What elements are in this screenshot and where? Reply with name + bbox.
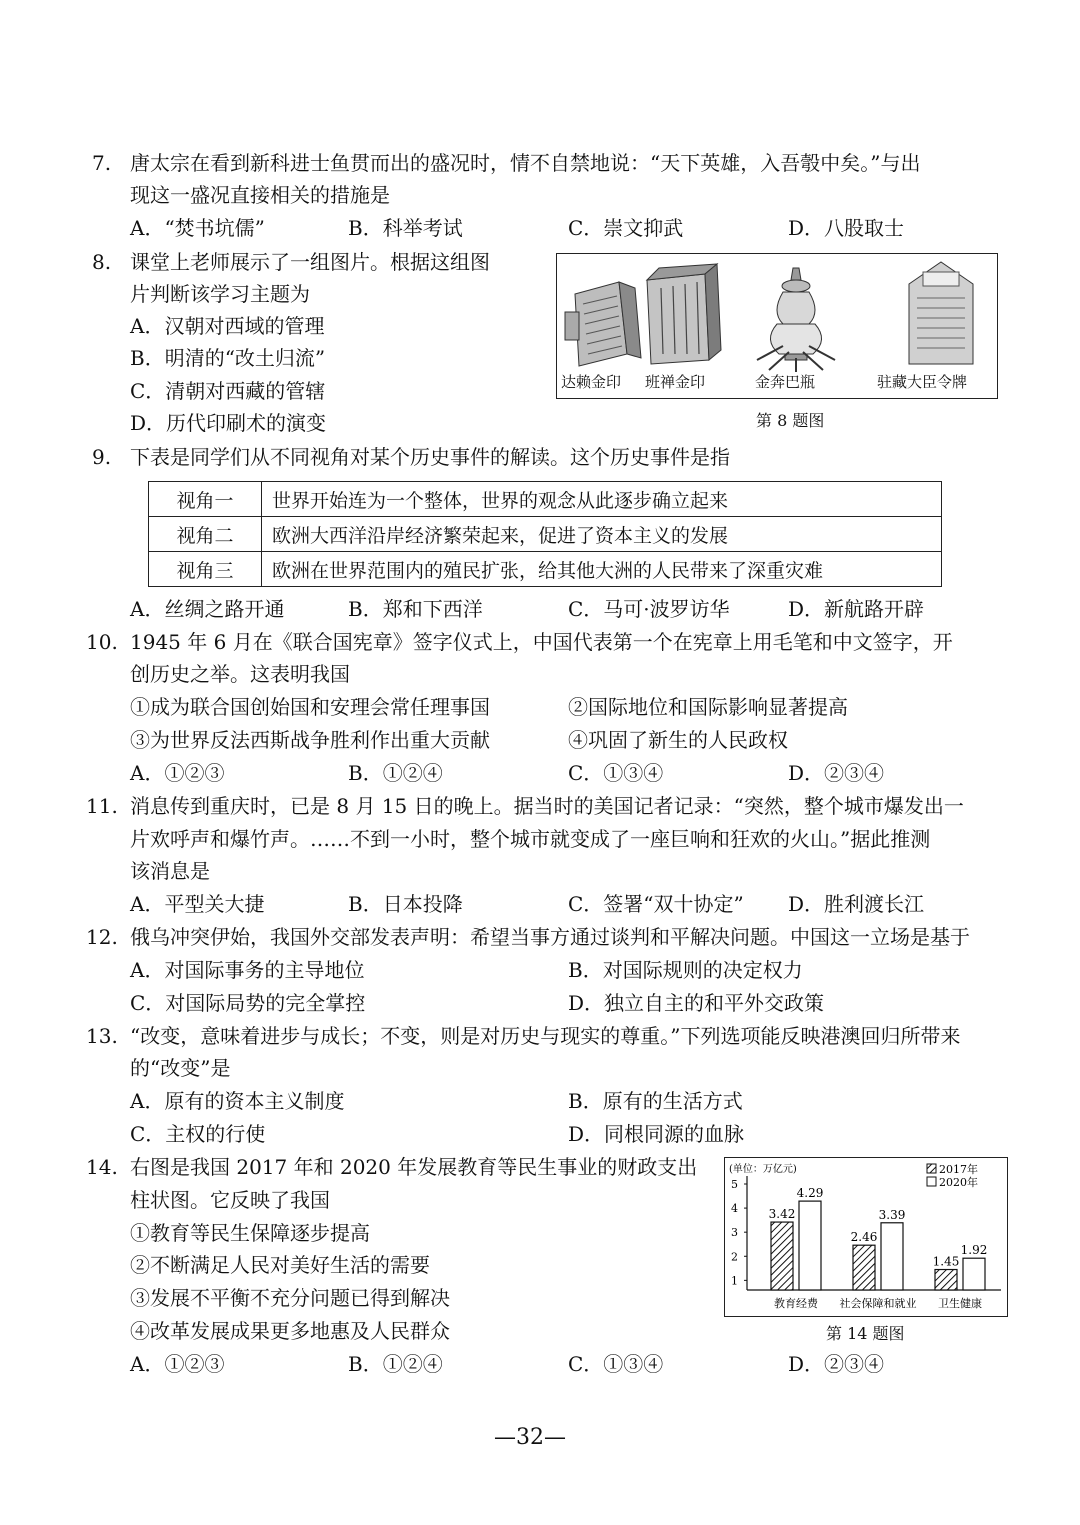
panchen-seal-image [647, 264, 721, 364]
q8-figure-title: 第 8 题图 [756, 411, 825, 430]
q7-option-c: C．崇文抑武 [568, 216, 684, 240]
table-cell: 欧洲在世界范围内的殖民扩张，给其他大洲的人民带来了深重灾难 [262, 552, 942, 587]
q7-stem-line1: 唐太宗在看到新科进士鱼贯而出的盛况时，情不自禁地说：“天下英雄，入吾彀中矣。”与出 [130, 151, 921, 175]
q13-stem-line1: “改变，意味着进步与成长；不变，则是对历史与现实的尊重。”下列选项能反映港澳回归所带来 [130, 1024, 961, 1048]
q14-option-c: C．①③④ [568, 1352, 664, 1376]
q13-number: 13. [86, 1024, 118, 1048]
chart-data-label: 4.29 [796, 1186, 824, 1201]
q10-stem-line1: 1945 年 6 月在《联合国宪章》签字仪式上，中国代表第一个在宪章上用毛笔和中文签字，开 [130, 630, 953, 654]
q10-number: 10. [86, 630, 118, 654]
q8-caption-urn: 金奔巴瓶 [755, 373, 816, 391]
q10-option-b: B．①②④ [348, 761, 443, 785]
chart-legend-label: 2017年 [939, 1163, 978, 1176]
q8-option-d: D．历代印刷术的演变 [130, 411, 327, 435]
chart-legend-swatch [927, 1164, 936, 1173]
chart-category-label: 教育经费 [774, 1297, 818, 1310]
q14-item-3: ③发展不平衡不充分问题已得到解决 [130, 1286, 450, 1310]
q8-caption-dalai: 达赖金印 [561, 373, 622, 391]
q9-stem-line1: 下表是同学们从不同视角对某个历史事件的解读。这个历史事件是指 [130, 445, 730, 469]
chart-data-label: 2.46 [850, 1230, 878, 1245]
q11-option-a: A．平型关大捷 [130, 892, 265, 916]
chart-bar [771, 1222, 793, 1290]
q7-stem-line2: 现这一盛况直接相关的措施是 [130, 183, 390, 207]
q14-chart [724, 1157, 1008, 1317]
q14-item-2: ②不断满足人民对美好生活的需要 [130, 1253, 430, 1277]
q8-number: 8. [92, 250, 112, 274]
table-head-cell: 视角一 [149, 482, 262, 517]
table-head-cell: 视角二 [149, 517, 262, 552]
q8-stem-line2: 片判断该学习主题为 [130, 282, 310, 306]
q13-option-d: D．同根同源的血脉 [568, 1122, 745, 1146]
q10-item-3: ③为世界反法西斯战争胜利作出重大贡献 [130, 728, 490, 752]
q12-stem-line1: 俄乌冲突伊始，我国外交部发表声明：希望当事方通过谈判和平解决问题。中国这一立场是基于 [130, 925, 970, 949]
table-cell: 欧洲大西洋沿岸经济繁荣起来，促进了资本主义的发展 [262, 517, 942, 552]
q14-option-a: A．①②③ [130, 1352, 225, 1376]
q14-item-4: ④改革发展成果更多地惠及人民群众 [130, 1319, 450, 1343]
chart-unit-label: (单位：万亿元) [729, 1164, 797, 1175]
q14-figure-title: 第 14 题图 [826, 1324, 905, 1343]
q9-option-c: C．马可·波罗访华 [568, 597, 730, 621]
q14-number: 14. [86, 1155, 118, 1179]
q8-option-b: B．明清的“改土归流” [130, 346, 326, 370]
q11-option-b: B．日本投降 [348, 892, 463, 916]
chart-legend-swatch [927, 1177, 936, 1186]
chart-data-label: 1.45 [932, 1254, 960, 1269]
q12-option-b: B．对国际规则的决定权力 [568, 958, 803, 982]
q7-number: 7. [92, 151, 112, 175]
page-number: —32— [494, 1425, 566, 1450]
q8-stem-line1: 课堂上老师展示了一组图片。根据这组图 [130, 250, 490, 274]
chart-bar [799, 1201, 821, 1290]
chart-category-label: 社会保障和就业 [839, 1297, 917, 1310]
q10-item-1: ①成为联合国创始国和安理会常任理事国 [130, 695, 490, 719]
q8-caption-token: 驻藏大臣令牌 [877, 373, 968, 391]
q12-option-c: C．对国际局势的完全掌控 [130, 991, 366, 1015]
q13-option-a: A．原有的资本主义制度 [130, 1089, 345, 1113]
q13-option-b: B．原有的生活方式 [568, 1089, 743, 1113]
q14-stem-line2: 柱状图。它反映了我国 [130, 1188, 330, 1212]
q7-option-d: D．八股取士 [788, 216, 905, 240]
q13-option-c: C．主权的行使 [130, 1122, 266, 1146]
q9-number: 9. [92, 445, 112, 469]
q10-item-4: ④巩固了新生的人民政权 [568, 728, 788, 752]
q9-table [148, 481, 942, 587]
table-row [149, 482, 942, 517]
q12-option-a: A．对国际事务的主导地位 [130, 958, 365, 982]
q11-stem-line1: 消息传到重庆时，已是 8 月 15 日的晚上。据当时的美国记者记录：“突然，整个城市爆发出一 [130, 794, 964, 818]
q9-option-d: D．新航路开辟 [788, 597, 925, 621]
chart-legend-label: 2020年 [939, 1176, 978, 1189]
q7-option-b: B．科举考试 [348, 216, 463, 240]
q12-option-d: D．独立自主的和平外交政策 [568, 991, 825, 1015]
q12-number: 12. [86, 925, 118, 949]
table-row [149, 552, 942, 587]
q8-caption-panchen: 班禅金印 [645, 373, 706, 391]
q7-option-a: A．“焚书坑儒” [130, 216, 265, 240]
chart-y-tick-label: 2 [731, 1250, 738, 1264]
q10-item-2: ②国际地位和国际影响显著提高 [568, 695, 848, 719]
chart-data-label: 1.92 [960, 1243, 988, 1258]
q10-option-c: C．①③④ [568, 761, 664, 785]
chart-y-tick-label: 5 [731, 1178, 738, 1191]
q10-option-d: D．②③④ [788, 761, 885, 785]
chart-bar [935, 1270, 957, 1290]
q9-option-b: B．郑和下西洋 [348, 597, 483, 621]
chart-category-label: 卫生健康 [938, 1297, 982, 1310]
q11-stem-line2: 片欢呼声和爆竹声。……不到一小时，整个城市就变成了一座巨响和狂欢的火山。”据此推测 [130, 827, 931, 851]
q14-option-d: D．②③④ [788, 1352, 885, 1376]
table-cell: 世界开始连为一个整体，世界的观念从此逐步确立起来 [262, 482, 942, 517]
q8-option-c: C．清朝对西藏的管辖 [130, 379, 326, 403]
q14-item-1: ①教育等民生保障逐步提高 [130, 1221, 370, 1245]
chart-bar [881, 1223, 903, 1290]
chart-y-tick-label: 1 [731, 1274, 738, 1288]
table-row [149, 517, 942, 552]
chart-bar [963, 1258, 985, 1290]
q11-stem-line3: 该消息是 [130, 859, 210, 883]
chart-data-label: 3.39 [878, 1207, 906, 1222]
table-head-cell: 视角三 [149, 552, 262, 587]
amban-token-image [909, 262, 973, 364]
chart-y-tick-label: 3 [731, 1226, 738, 1240]
q14-bar-chart [725, 1158, 1007, 1316]
q11-number: 11. [86, 794, 118, 818]
golden-urn-image [757, 268, 835, 372]
q14-stem-line1: 右图是我国 2017 年和 2020 年发展教育等民生事业的财政支出 [130, 1155, 698, 1179]
q11-option-d: D．胜利渡长江 [788, 892, 925, 916]
q10-stem-line2: 创历史之举。这表明我国 [130, 662, 350, 686]
dalai-seal-image [565, 282, 641, 366]
chart-bar [853, 1245, 875, 1290]
q14-option-b: B．①②④ [348, 1352, 443, 1376]
q8-figure [556, 253, 998, 399]
q8-option-a: A．汉朝对西域的管理 [130, 314, 325, 338]
q9-option-a: A．丝绸之路开通 [130, 597, 285, 621]
q11-option-c: C．签署“双十协定” [568, 892, 744, 916]
chart-data-label: 3.42 [768, 1207, 796, 1222]
q13-stem-line2: 的“改变”是 [130, 1056, 231, 1080]
q10-option-a: A．①②③ [130, 761, 225, 785]
chart-y-tick-label: 4 [731, 1202, 738, 1216]
